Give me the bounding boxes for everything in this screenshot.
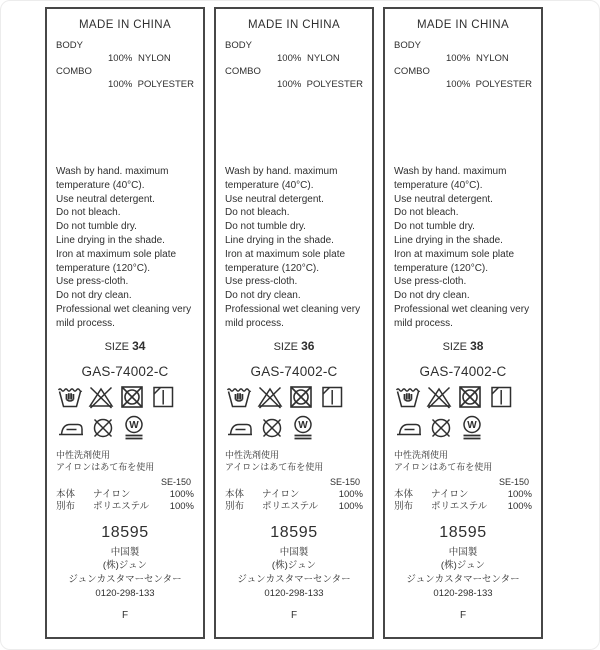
made-in-country: MADE IN CHINA [78,19,172,31]
line-dry-in-shade-icon [488,384,514,410]
part-name: 別布 [56,501,76,513]
part-name: 本体 [394,488,414,500]
product-code: GAS-74002-C [250,363,338,379]
wet-clean-very-mild-icon [459,415,485,441]
composition-body-line [225,52,363,65]
composition-en [56,39,194,91]
size-label: SIZE [273,340,299,353]
se-code: SE-150 [160,476,191,487]
material-name: ポリエステル [262,501,319,513]
phone-number: 0120-298-133 [264,587,324,599]
material-name: ナイロン [93,488,131,500]
do-not-bleach-icon [257,384,283,410]
care-symbols-row-2 [395,415,532,441]
care-line: Professional wet cleaning very [56,303,192,315]
part-name: 別布 [225,501,245,513]
composition-combo-label: COMBO [56,66,92,77]
product-code: GAS-74002-C [419,363,507,379]
care-line: temperature (40°C). [394,179,483,191]
composition-body-line [56,52,194,65]
composition-en [394,39,532,91]
f-mark: F [459,609,467,621]
do-not-tumble-dry-icon [288,384,314,410]
se-code: SE-150 [329,476,360,487]
composition-body-pct: 100% [108,53,133,64]
note-use-press-cloth: アイロンはあて布を使用 [56,462,155,473]
f-mark: F [121,609,129,621]
origin-country-jp: 中国製 [110,546,140,558]
labels-row [45,7,543,639]
care-line: Do not dry clean. [56,290,132,302]
do-not-dry-clean-icon [259,415,285,441]
company-name: (株)ジュン [102,560,148,572]
do-not-tumble-dry-icon [119,384,145,410]
care-line: temperature (120°C). [225,262,320,274]
part-name: 別布 [394,501,414,513]
care-line: Wash by hand. maximum [394,166,507,177]
iron-icon [395,415,423,441]
care-line: Line drying in the shade. [225,234,334,246]
care-line: Do not bleach. [225,207,290,219]
material-pct: 100% [169,488,194,500]
care-symbols-row-1 [57,384,194,410]
size-label: SIZE [442,340,468,353]
composition-row [56,501,194,514]
care-line: Do not tumble dry. [225,221,306,233]
care-line: mild process. [56,317,115,329]
composition-row [225,501,363,514]
hand-wash-icon [57,384,83,410]
company-name: (株)ジュン [271,560,317,572]
care-line: mild process. [225,317,284,329]
composition-combo-pct: 100% [277,79,302,90]
hand-wash-icon [395,384,421,410]
product-code: GAS-74002-C [81,363,169,379]
care-line: Use neutral detergent. [225,193,324,205]
note-use-press-cloth: アイロンはあて布を使用 [225,462,324,473]
f-mark: F [290,609,298,621]
svg-text:W: W [298,419,308,431]
material-pct: 100% [169,501,194,513]
composition-combo-material: POLYESTER [306,79,363,90]
care-line: Use press-cloth. [394,276,467,288]
care-line: Iron at maximum sole plate [225,248,346,260]
do-not-bleach-icon [88,384,114,410]
phone-number: 0120-298-133 [95,587,155,599]
item-number: 18595 [439,523,487,541]
composition-row [394,501,532,514]
do-not-dry-clean-icon [428,415,454,441]
item-number: 18595 [270,523,318,541]
composition-body-material: NYLON [138,53,171,64]
material-name: ナイロン [262,488,300,500]
care-label-card [45,7,205,639]
size-line [394,339,532,353]
composition-row [225,489,363,502]
composition-table-jp [56,489,194,514]
made-in-country: MADE IN CHINA [416,19,510,31]
care-symbols-row-2 [57,415,194,441]
item-number: 18595 [101,523,149,541]
care-line: Line drying in the shade. [394,234,503,246]
care-label-card [214,7,374,639]
material-pct: 100% [507,501,532,513]
note-use-press-cloth: アイロンはあて布を使用 [394,462,493,473]
size-line [225,339,363,353]
made-in-country: MADE IN CHINA [247,19,341,31]
material-pct: 100% [507,488,532,500]
care-instructions [225,165,363,331]
composition-body-material: NYLON [476,53,509,64]
care-line: Do not bleach. [394,207,459,219]
iron-icon [57,415,85,441]
do-not-dry-clean-icon [90,415,116,441]
composition-body-pct: 100% [446,53,471,64]
do-not-tumble-dry-icon [457,384,483,410]
composition-combo-material: POLYESTER [137,79,194,90]
iron-icon [226,415,254,441]
line-dry-in-shade-icon [319,384,345,410]
composition-combo-label: COMBO [394,66,430,77]
composition-body-pct: 100% [277,53,302,64]
care-symbols-row-1 [226,384,363,410]
material-name: ポリエステル [93,501,150,513]
composition-row [394,489,532,502]
care-line: Wash by hand. maximum [56,166,169,177]
material-name: ポリエステル [431,501,488,513]
care-line: Iron at maximum sole plate [56,248,177,260]
composition-en [225,39,363,91]
care-label-card [383,7,543,639]
care-line: Do not tumble dry. [56,221,137,233]
care-line: Iron at maximum sole plate [394,248,515,260]
care-line: Professional wet cleaning very [225,303,361,315]
care-line: Use press-cloth. [225,276,298,288]
care-line: temperature (120°C). [56,262,151,274]
care-line: temperature (40°C). [56,179,145,191]
note-neutral-detergent: 中性洗剤使用 [56,449,111,460]
size-label: SIZE [104,340,130,353]
svg-text:W: W [129,419,139,431]
company-name: (株)ジュン [440,560,486,572]
line-dry-in-shade-icon [150,384,176,410]
care-line: Wash by hand. maximum [225,166,338,177]
hand-wash-icon [226,384,252,410]
composition-row [56,489,194,502]
size-value: 38 [470,338,484,353]
care-line: Line drying in the shade. [56,234,165,246]
care-line: temperature (40°C). [225,179,314,191]
care-instructions [394,165,532,331]
material-name: ナイロン [431,488,469,500]
composition-body-label: BODY [56,40,83,51]
composition-body-label: BODY [225,40,252,51]
size-value: 34 [132,338,146,353]
wet-clean-very-mild-icon [121,415,147,441]
phone-number: 0120-298-133 [433,587,493,599]
material-pct: 100% [338,501,363,513]
care-symbols-row-2 [226,415,363,441]
composition-combo-label: COMBO [225,66,261,77]
care-line: Use neutral detergent. [394,193,493,205]
care-line: Use press-cloth. [56,276,129,288]
note-neutral-detergent: 中性洗剤使用 [394,449,449,460]
origin-country-jp: 中国製 [279,546,309,558]
svg-text:W: W [467,419,477,431]
care-instructions [56,165,194,331]
do-not-bleach-icon [426,384,452,410]
origin-country-jp: 中国製 [448,546,478,558]
se-code: SE-150 [498,476,529,487]
part-name: 本体 [56,488,76,500]
composition-body-material: NYLON [307,53,340,64]
care-line: Do not bleach. [56,207,121,219]
material-pct: 100% [338,488,363,500]
note-neutral-detergent: 中性洗剤使用 [225,449,280,460]
composition-table-jp [394,489,532,514]
customer-center: ジュンカスタマーセンター [237,574,351,586]
part-name: 本体 [225,488,245,500]
composition-table-jp [225,489,363,514]
care-line: Use neutral detergent. [56,193,155,205]
wet-clean-very-mild-icon [290,415,316,441]
customer-center: ジュンカスタマーセンター [406,574,520,586]
composition-combo-line [394,78,532,91]
care-line: Professional wet cleaning very [394,303,530,315]
composition-combo-line [56,78,194,91]
care-line: mild process. [394,317,453,329]
composition-body-label: BODY [394,40,421,51]
composition-body-line [394,52,532,65]
composition-combo-pct: 100% [446,79,471,90]
customer-center: ジュンカスタマーセンター [68,574,182,586]
size-value: 36 [301,338,315,353]
care-line: Do not dry clean. [225,290,301,302]
care-symbols-row-1 [395,384,532,410]
care-line: Do not dry clean. [394,290,470,302]
care-line: Do not tumble dry. [394,221,475,233]
composition-combo-material: POLYESTER [475,79,532,90]
size-line [56,339,194,353]
composition-combo-line [225,78,363,91]
composition-combo-pct: 100% [108,79,133,90]
care-line: temperature (120°C). [394,262,489,274]
